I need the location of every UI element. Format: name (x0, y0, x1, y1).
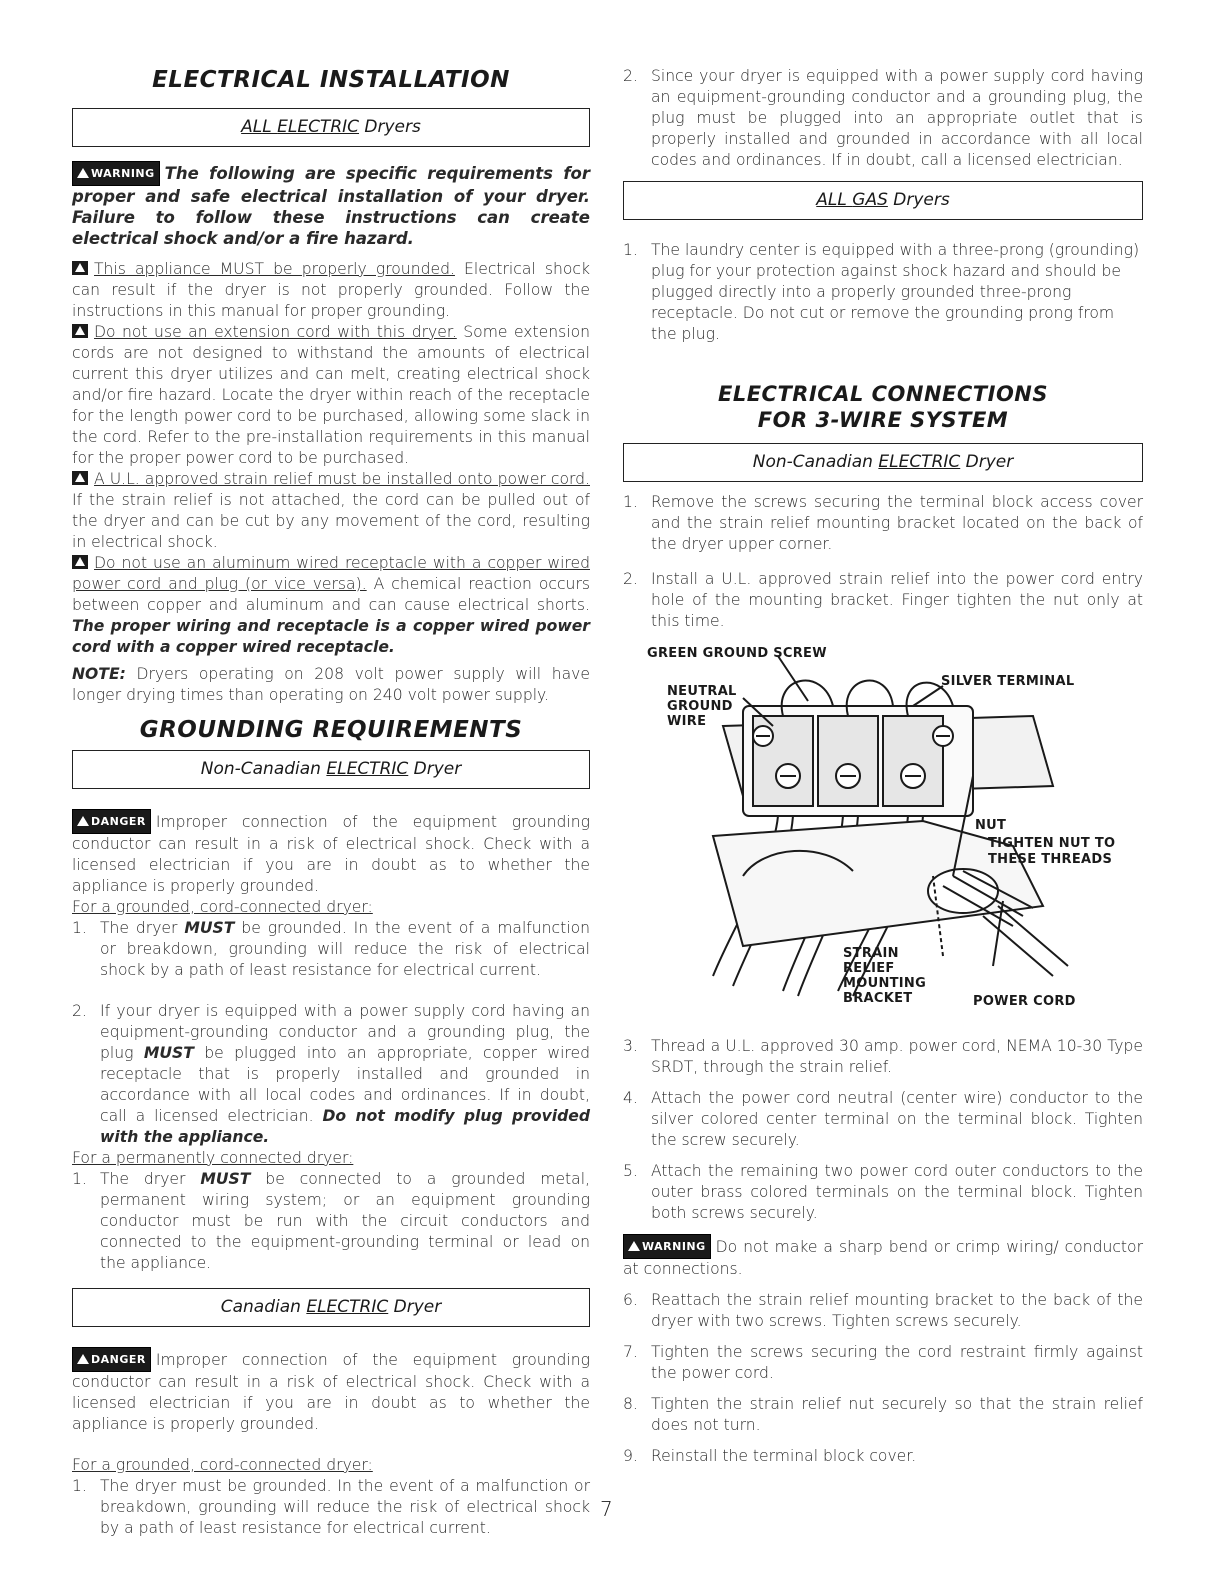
paragraph-text: Electrical shock can result if the dryer is not properly grounded. Follow the instructions in this manual for proper grounding. (72, 260, 591, 320)
grounded-heading: For a grounded, cord-connected dryer: (72, 1456, 373, 1474)
subheader-all-gas-dryers (623, 181, 1143, 220)
list-number: 9. (623, 1447, 638, 1465)
list-text: Thread a U.L. approved 30 amp. power cord, NEMA 10-30 Type SRDT, through the strain relief. (651, 1037, 1143, 1076)
paragraph-aluminum (72, 553, 590, 658)
label-tighten-2: THESE THREADS (988, 852, 1113, 867)
label-ground: GROUND (667, 699, 733, 714)
danger-paragraph (72, 1347, 590, 1435)
label-strain: STRAIN (843, 946, 899, 961)
list-text: If your dryer is equipped with a power supply cord having an equipment-grounding conductor and a grounding plug, the plug (100, 1002, 590, 1062)
subheader-non-canadian-electric (72, 750, 590, 789)
warning-triangle-icon (72, 555, 88, 569)
paragraph-extension-cord (72, 322, 590, 469)
section-title-electrical-installation: ELECTRICAL INSTALLATION (152, 67, 510, 93)
list-text: Since your dryer is equipped with a power supply cord having an equipment-grounding conductor and a grounding plug, the plug must be plugged into an appropriate outlet that is properly installed and grounded in accordance with all local codes and ordinances. If in doubt, call a licensed electrician. (651, 67, 1143, 169)
warning-badge (623, 1234, 711, 1259)
box-text: Non-Canadian (200, 759, 327, 779)
paragraph-text: A chemical reaction occurs between copper and aluminum and can cause electrical shorts. (72, 575, 590, 614)
page-number: 7 (600, 1497, 613, 1521)
paragraph-text: Some extension cords are not designed to withstand the amounts of electrical current this dryer utilizes and can melt, creating electrical shock and/or fire hazard. Locate the dryer within reach of the receptacle for the length power cord to be purchased, allowing some slack in the cord. Refer to the pre-installation requirements in this manual for the proper power cord to be purchased. (72, 323, 590, 467)
box-text: Canadian (220, 1297, 307, 1317)
section-title-electrical-connections: ELECTRICAL CONNECTIONS (717, 382, 1048, 406)
list-number: 4. (623, 1089, 638, 1107)
subheader-canadian-electric (72, 1288, 590, 1327)
box-text: ELECTRIC (306, 1297, 389, 1317)
label-power-cord: POWER CORD (973, 994, 1076, 1009)
warning-paragraph (72, 161, 590, 249)
list-item (623, 1290, 1143, 1332)
list-item (623, 1088, 1143, 1151)
box-text: ALL (241, 117, 278, 137)
danger-badge (72, 809, 151, 834)
list-text: The dryer must be grounded. In the event of a malfunction or breakdown, grounding will reduce the risk of electrical shock by a path of least resistance for electrical current. (100, 1477, 590, 1537)
list-number: 6. (623, 1291, 638, 1309)
list-text: Tighten the strain relief nut securely so that the strain relief does not turn. (651, 1395, 1143, 1434)
warning-badge (72, 161, 160, 186)
warning-triangle-icon (77, 1354, 89, 1364)
list-number: 1. (72, 1477, 87, 1495)
list-item (623, 1394, 1143, 1436)
warning-badge-label: WARNING (91, 167, 155, 180)
warning-triangle-icon (72, 324, 88, 338)
subheader-non-canadian-electric (623, 443, 1143, 482)
danger-badge (72, 1347, 151, 1372)
danger-badge-label: DANGER (91, 815, 146, 828)
list-number: 1. (623, 493, 638, 511)
list-text: be plugged into an appropriate, copper wired receptacle that is properly installed and grounded in accordance with all local codes and ordinances. If in doubt, call a licensed electrician. (100, 1044, 590, 1125)
list-text: The laundry center is equipped with a three-prong (grounding) plug for your protection against shock hazard and should be plugged directly into a properly grounded three-prong receptacle. Do not cut or remove the grounding prong from the plug. (651, 241, 1140, 343)
list-number: 8. (623, 1395, 638, 1413)
list-item (72, 1476, 590, 1539)
underlined-text: A U.L. approved strain relief must be installed onto power cord. (94, 470, 590, 488)
warning-triangle-icon (77, 168, 89, 178)
danger-text: Improper connection of the equipment grounding conductor can result in a risk of electrical shock. Check with a licensed electrician if you are in doubt as to whether the appliance is properly grounded. (72, 1351, 590, 1433)
danger-paragraph (72, 809, 590, 897)
list-item (623, 1036, 1143, 1078)
bold-text: MUST (200, 1170, 251, 1188)
list-text: Reattach the strain relief mounting bracket to the back of the dryer with two screws. Tighten screws securely. (651, 1291, 1143, 1330)
list-text: Remove the screws securing the terminal block access cover and the strain relief mounting bracket located on the back of the dryer upper corner. (651, 493, 1143, 553)
box-text: ELECTRIC (277, 117, 360, 137)
paragraph-grounding (72, 259, 590, 322)
list-number: 1. (72, 919, 87, 937)
list-text: be grounded. In the event of a malfunction or breakdown, grounding will reduce the risk of electrical shock by a path of least resistance for electrical current. (100, 919, 590, 979)
label-neutral: NEUTRAL (667, 684, 737, 699)
list-text: Attach the power cord neutral (center wire) conductor to the silver colored center terminal on the terminal block. Tighten the screw securely. (651, 1089, 1143, 1149)
list-item (623, 492, 1143, 555)
warning-text: Do not make a sharp bend or crimp wiring/ conductor at connections. (623, 1238, 1143, 1278)
list-number: 2. (623, 570, 638, 588)
list-number: 1. (72, 1170, 87, 1188)
list-item (72, 1001, 590, 1148)
label-mounting: MOUNTING (843, 976, 927, 991)
box-text: ELECTRIC (326, 759, 409, 779)
bold-text: The proper wiring and receptacle is a copper wired power cord with a copper wired receptacle. (72, 617, 590, 656)
bold-text: Do not modify plug provided with the appliance. (100, 1107, 591, 1146)
underlined-text: Do not use an aluminum wired receptacle with a copper wired power cord and plug (or vice versa). (72, 554, 590, 593)
warning-triangle-icon (628, 1241, 640, 1251)
paragraph-text: If the strain relief is not attached, the cord can be pulled out of the dryer and can be cut by any movement of the cord, resulting in electrical shock. (72, 491, 590, 551)
box-text: Dryers (887, 190, 950, 210)
list-item (623, 1446, 1143, 1467)
box-text: Dryer (388, 1297, 442, 1317)
box-text: Dryer (408, 759, 462, 779)
list-item (72, 918, 590, 981)
section-title-grounding: GROUNDING REQUIREMENTS (139, 717, 523, 743)
underlined-text: This appliance MUST be properly grounded. (94, 260, 455, 278)
danger-text: Improper connection of the equipment grounding conductor can result in a risk of electrical shock. Check with a licensed electrician if you are in doubt as to whether the appliance is properly grounded. (72, 813, 590, 895)
list-number: 2. (72, 1002, 87, 1020)
box-text: Dryers (359, 117, 421, 137)
list-text: Install a U.L. approved strain relief into the power cord entry hole of the mounting bracket. Finger tighten the nut only at this time. (651, 570, 1143, 630)
label-relief: RELIEF (843, 961, 895, 976)
warning-badge-label: WARNING (642, 1240, 706, 1253)
list-text: The dryer (100, 919, 185, 937)
box-text: ELECTRIC (878, 452, 961, 472)
label-nut: NUT (975, 818, 1007, 833)
list-text: Attach the remaining two power cord outer conductors to the outer brass colored terminals on the terminal block. Tighten both screws securely. (651, 1162, 1143, 1222)
label-wire: WIRE (667, 714, 707, 729)
danger-badge-label: DANGER (91, 1353, 146, 1366)
section-title-3-wire: FOR 3-WIRE SYSTEM (757, 408, 1009, 432)
list-text: Tighten the screws securing the cord restraint firmly against the power cord. (651, 1343, 1143, 1382)
box-text: GAS (852, 190, 888, 210)
underlined-text: Do not use an extension cord with this dryer. (94, 323, 457, 341)
note-text: Dryers operating on 208 volt power supply will have longer drying times than operating on 240 volt power supply. (72, 665, 590, 704)
paragraph-strain-relief (72, 469, 590, 553)
list-item (623, 1342, 1143, 1384)
list-item (623, 66, 1143, 171)
note-paragraph (72, 664, 590, 706)
permanent-heading: For a permanently connected dryer: (72, 1149, 354, 1167)
list-number: 2. (623, 67, 638, 85)
list-item (623, 1161, 1143, 1224)
left-column (72, 66, 590, 1539)
right-column (623, 66, 1143, 1467)
bold-text: MUST (184, 919, 235, 937)
list-item (623, 240, 1143, 345)
warning-paragraph (623, 1234, 1143, 1280)
warning-triangle-icon (72, 471, 88, 485)
note-label: NOTE: (72, 665, 126, 683)
terminal-block-diagram (623, 646, 1143, 1036)
label-bracket: BRACKET (843, 991, 913, 1006)
list-item (72, 1169, 590, 1274)
warning-triangle-icon (72, 261, 88, 275)
label-green-ground-screw: GREEN GROUND SCREW (647, 646, 827, 661)
warning-text: The following are specific requirements for proper and safe electrical installation of your dryer. Failure to follow these instructions can create electrical shock and/or a fire hazard. (72, 164, 590, 248)
list-number: 1. (623, 241, 638, 259)
label-tighten-1: TIGHTEN NUT TO (988, 836, 1116, 851)
list-number: 7. (623, 1343, 638, 1361)
label-silver-terminal: SILVER TERMINAL (941, 674, 1075, 689)
list-item (623, 569, 1143, 632)
grounded-heading: For a grounded, cord-connected dryer: (72, 898, 373, 916)
list-text: Reinstall the terminal block cover. (651, 1447, 917, 1465)
subheader-all-electric-dryers (72, 108, 590, 147)
box-text: Dryer (960, 452, 1014, 472)
list-text: be connected to a grounded metal, permanent wiring system; or an equipment grounding conductor must be run with the circuit conductors and connected to the equipment-grounding terminal or lead on the appliance. (100, 1170, 590, 1272)
box-text: ALL (816, 190, 853, 210)
list-number: 5. (623, 1162, 638, 1180)
list-number: 3. (623, 1037, 638, 1055)
box-text: Non-Canadian (752, 452, 879, 472)
bold-text: MUST (143, 1044, 194, 1062)
list-text: The dryer (100, 1170, 201, 1188)
warning-triangle-icon (77, 816, 89, 826)
